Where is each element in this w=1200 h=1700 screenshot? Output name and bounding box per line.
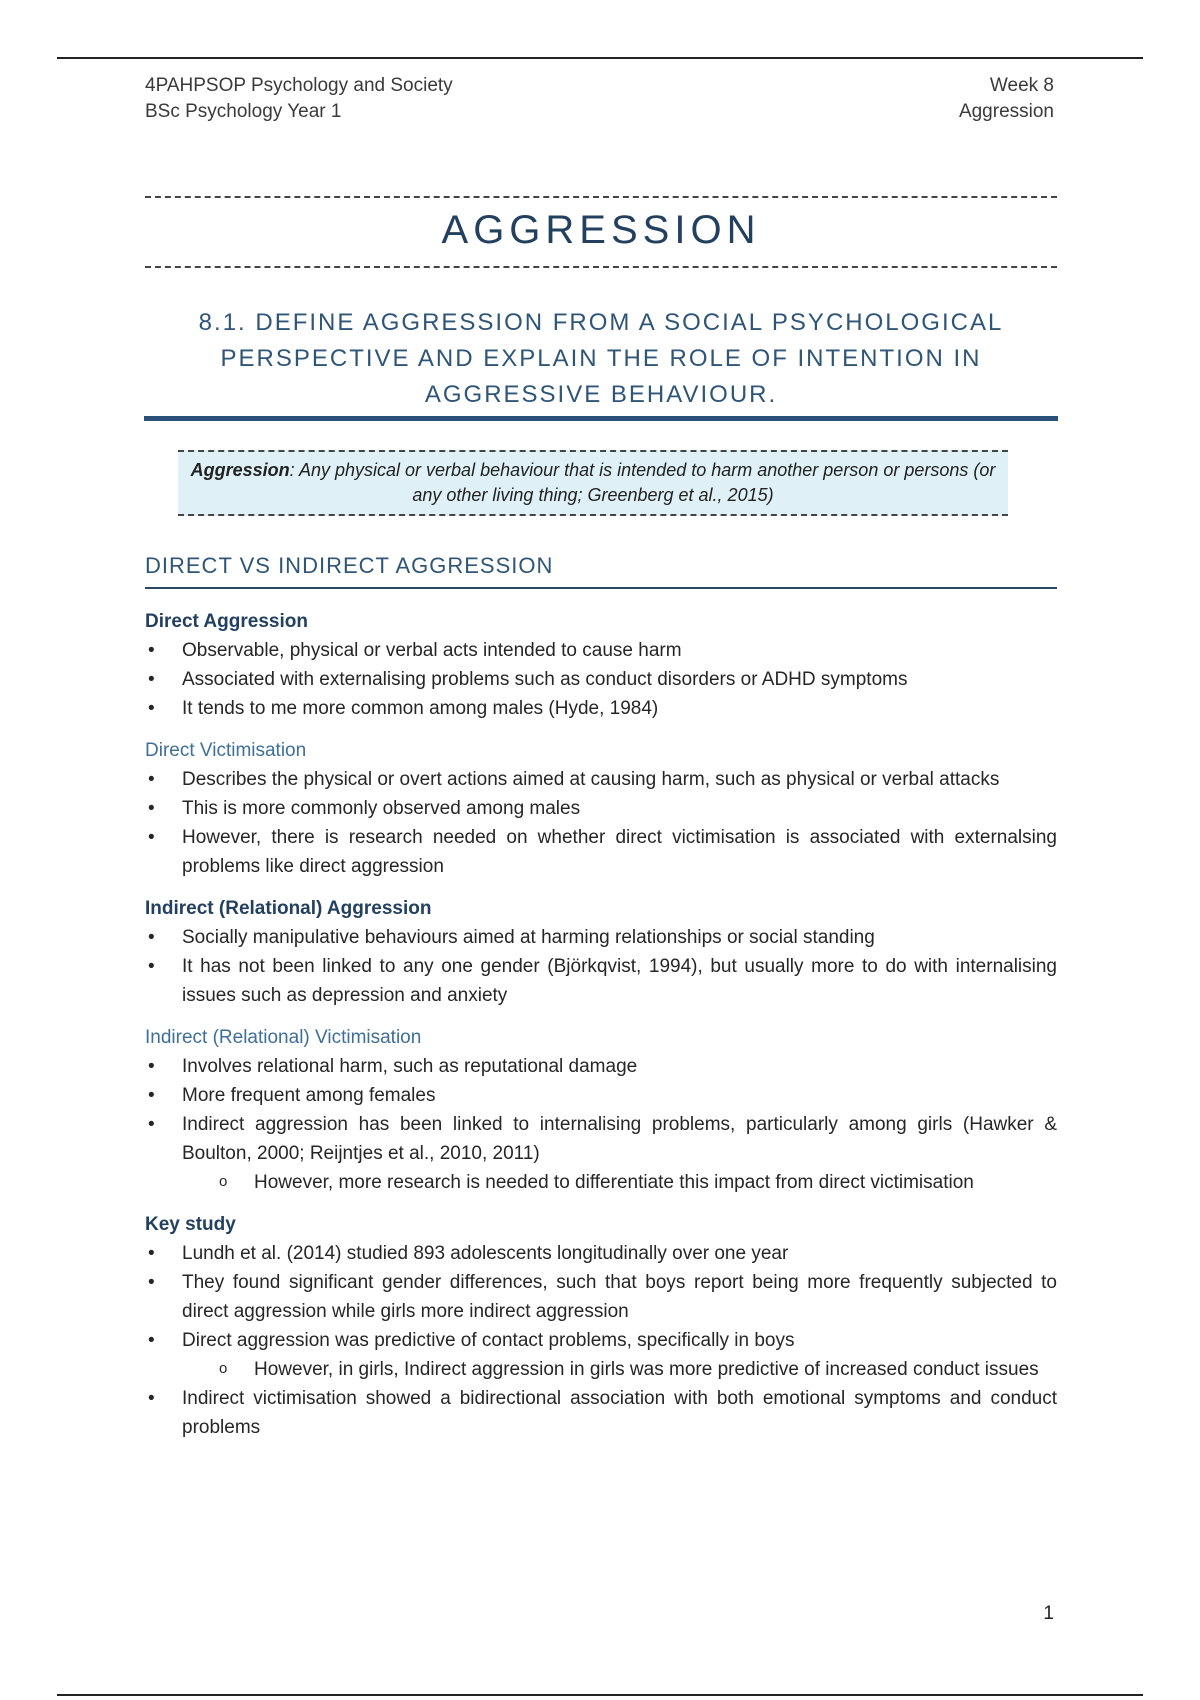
list-item: • However, there is research needed on whether direct victimisation is associated with externalsing problems like direct aggression xyxy=(145,823,1057,881)
list-item: • Indirect aggression has been linked to internalising problems, particularly among girls (Hawker & Boulton, 2000; Reijntjes et al., 2010, 2011) xyxy=(145,1110,1057,1168)
definition-body: : Any physical or verbal behaviour that is intended to harm another person or persons (or any other living thing; Greenberg et al., 2015) xyxy=(289,460,996,505)
sub-bullet-list xyxy=(145,1355,1057,1384)
block-heading-key-study: Key study xyxy=(145,1214,236,1235)
section-heading: 8.1. DEFINE AGGRESSION FROM A SOCIAL PSYCHOLOGICAL PERSPECTIVE AND EXPLAIN THE ROLE OF INTENTION IN AGGRESSIVE BEHAVIOUR. xyxy=(198,309,1004,408)
bullet-list xyxy=(145,636,1057,723)
section-rule xyxy=(144,416,1058,421)
block-heading-direct-aggression: Direct Aggression xyxy=(145,611,308,632)
sub-list-item: o However, in girls, Indirect aggression in girls was more predictive of increased conduct issues xyxy=(145,1355,1057,1384)
sub-bullet-list xyxy=(145,1168,1057,1197)
block-heading-direct-victimisation: Direct Victimisation xyxy=(145,740,307,761)
bottom-rule xyxy=(57,1694,1143,1696)
title-band xyxy=(145,196,1057,268)
list-item: • Describes the physical or overt actions aimed at causing harm, such as physical or verbal attacks xyxy=(145,765,1057,794)
subsection-heading: DIRECT VS INDIRECT AGGRESSION xyxy=(145,553,1057,589)
list-item: • It tends to me more common among males (Hyde, 1984) xyxy=(145,694,1057,723)
list-item: • Direct aggression was predictive of contact problems, specifically in boys xyxy=(145,1326,1057,1355)
definition-term: Aggression xyxy=(190,460,290,480)
block-heading-indirect-victimisation: Indirect (Relational) Victimisation xyxy=(145,1027,422,1048)
top-rule xyxy=(57,57,1143,59)
list-item: • Associated with externalising problems such as conduct disorders or ADHD symptoms xyxy=(145,665,1057,694)
programme-name: BSc Psychology Year 1 xyxy=(145,101,342,122)
bullet-list xyxy=(145,1239,1057,1355)
bullet-list xyxy=(145,1384,1057,1442)
week-label: Week 8 xyxy=(989,75,1054,96)
definition-text xyxy=(178,458,1008,508)
list-item: • Involves relational harm, such as reputational damage xyxy=(145,1052,1057,1081)
bullet-list xyxy=(145,765,1057,881)
page-number: 1 xyxy=(1043,1603,1054,1624)
list-item: • More frequent among females xyxy=(145,1081,1057,1110)
list-item: • They found significant gender differences, such that boys report being more frequently subjected to direct aggression while girls more indirect aggression xyxy=(145,1268,1057,1326)
list-item: • It has not been linked to any one gender (Björkqvist, 1994), but usually more to do with internalising issues such as depression and anxiety xyxy=(145,952,1057,1010)
list-item: • Indirect victimisation showed a bidirectional association with both emotional symptoms and conduct problems xyxy=(145,1384,1057,1442)
document-title: AGGRESSION xyxy=(441,207,761,252)
definition-box xyxy=(178,450,1008,516)
topic-label: Aggression xyxy=(958,101,1054,122)
list-item: • Lundh et al. (2014) studied 893 adolescents longitudinally over one year xyxy=(145,1239,1057,1268)
bullet-list xyxy=(145,1052,1057,1168)
header-right xyxy=(959,73,1054,125)
list-item: • Socially manipulative behaviours aimed at harming relationships or social standing xyxy=(145,923,1057,952)
block-heading-indirect-aggression: Indirect (Relational) Aggression xyxy=(145,898,432,919)
header-left xyxy=(145,73,453,125)
list-item: • Observable, physical or verbal acts intended to cause harm xyxy=(145,636,1057,665)
content-body xyxy=(145,607,1057,1442)
course-name: 4PAHPSOP Psychology and Society xyxy=(145,75,453,96)
list-item: • This is more commonly observed among males xyxy=(145,794,1057,823)
bullet-list xyxy=(145,923,1057,1010)
sub-list-item: o However, more research is needed to differentiate this impact from direct victimisation xyxy=(145,1168,1057,1197)
